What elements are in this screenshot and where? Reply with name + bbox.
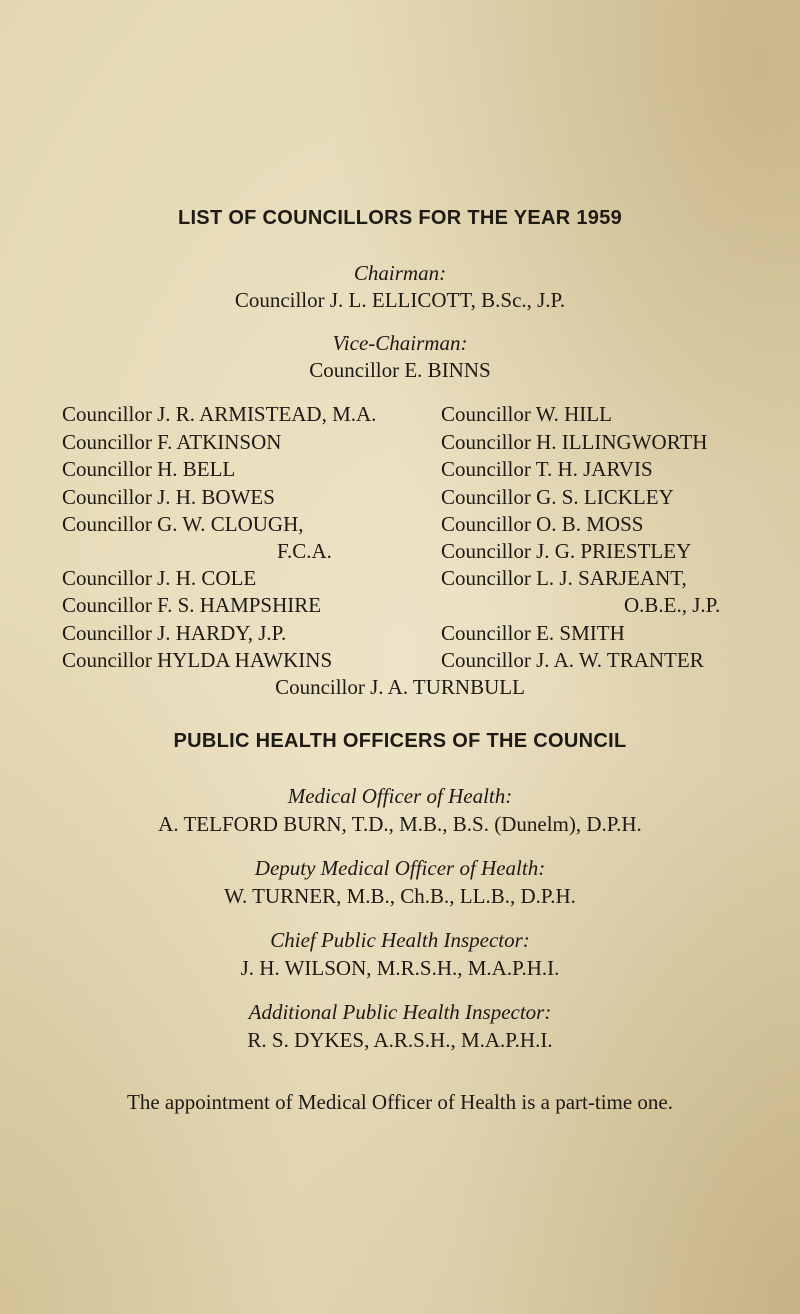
councillor-right: Councillor L. J. SARJEANT, [441, 566, 687, 590]
councillor-left: Councillor H. BELL [62, 457, 236, 481]
councillor-right: Councillor T. H. JARVIS [441, 457, 653, 481]
councillor-right: Councillor H. ILLINGWORTH [441, 430, 708, 454]
councillor-left: Councillor G. W. CLOUGH, [62, 512, 304, 536]
officer-role: Chief Public Health Inspector: [270, 928, 530, 952]
officer-role: Additional Public Health Inspector: [248, 1000, 552, 1024]
vice-chairman-name: Councillor E. BINNS [309, 358, 491, 382]
officer-name: W. TURNER, M.B., Ch.B., LL.B., D.P.H. [224, 884, 576, 908]
councillor-left-continuation: F.C.A. [277, 539, 332, 563]
councillor-left: Councillor F. S. HAMPSHIRE [62, 593, 322, 617]
councillor-left: Councillor J. H. COLE [62, 566, 257, 590]
chairman-label: Chairman: [353, 261, 447, 285]
councillor-right: Councillor J. G. PRIESTLEY [441, 539, 692, 563]
councillor-right-continuation: O.B.E., J.P. [624, 593, 721, 617]
councillor-last: Councillor J. A. TURNBULL [275, 675, 525, 699]
vice-chairman-label: Vice-Chairman: [332, 331, 468, 355]
officer-name: A. TELFORD BURN, T.D., M.B., B.S. (Dunelm), D.P.H. [158, 812, 642, 836]
councillor-left: Councillor J. R. ARMISTEAD, M.A. [62, 402, 377, 426]
councillor-right: Councillor E. SMITH [441, 621, 625, 645]
section-title: PUBLIC HEALTH OFFICERS OF THE COUNCIL [173, 730, 627, 752]
councillor-right: Councillor G. S. LICKLEY [441, 485, 674, 509]
councillor-left: Councillor F. ATKINSON [62, 430, 282, 454]
councillor-right: Councillor W. HILL [441, 402, 612, 426]
footnote: The appointment of Medical Officer of Health is a part-time one. [127, 1090, 673, 1114]
officer-role: Medical Officer of Health: [287, 784, 513, 808]
councillor-left: Councillor J. H. BOWES [62, 485, 275, 509]
officer-name: J. H. WILSON, M.R.S.H., M.A.P.H.I. [240, 956, 560, 980]
councillor-right: Councillor O. B. MOSS [441, 512, 644, 536]
page-title: LIST OF COUNCILLORS FOR THE YEAR 1959 [177, 207, 623, 229]
councillor-left: Councillor HYLDA HAWKINS [62, 648, 333, 672]
officer-name: R. S. DYKES, A.R.S.H., M.A.P.H.I. [247, 1028, 553, 1052]
councillor-right: Councillor J. A. W. TRANTER [441, 648, 704, 672]
councillor-left: Councillor J. HARDY, J.P. [62, 621, 287, 645]
officer-role: Deputy Medical Officer of Health: [254, 856, 546, 880]
chairman-name: Councillor J. L. ELLICOTT, B.Sc., J.P. [234, 288, 566, 312]
